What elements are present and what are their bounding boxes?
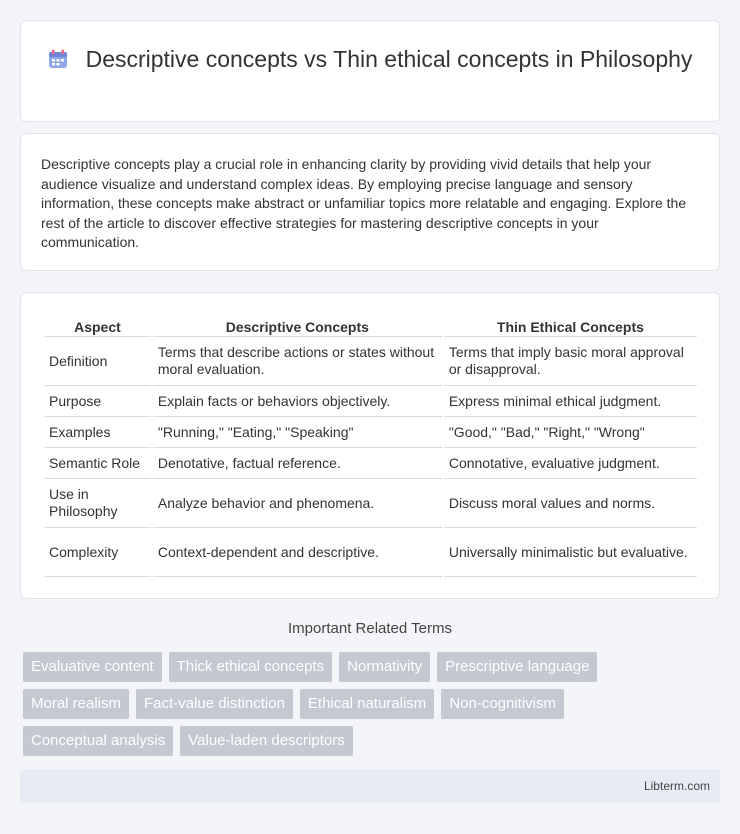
tag-row [23, 689, 723, 719]
footer-site-link[interactable]: Libterm.com [643, 779, 710, 793]
footer [20, 769, 720, 803]
related-term-tag[interactable]: Evaluative content [23, 652, 162, 682]
table-cell: Terms that describe actions or states without moral evaluation. [153, 337, 442, 386]
comparison-table [42, 315, 699, 577]
table-cell: Examples [44, 417, 151, 448]
related-term-tag[interactable]: Thick ethical concepts [169, 652, 333, 682]
intro-card [20, 133, 720, 271]
table-row [44, 337, 697, 386]
table-cell: Connotative, evaluative judgment. [444, 448, 697, 479]
table-cell: Analyze behavior and phenomena. [153, 479, 442, 528]
table-cell: Context-dependent and descriptive. [153, 528, 442, 577]
table-cell: "Good," "Bad," "Right," "Wrong" [444, 417, 697, 448]
table-cell: Use in Philosophy [44, 479, 151, 528]
table-cell: "Running," "Eating," "Speaking" [153, 417, 442, 448]
table-row [44, 528, 697, 577]
table-row [44, 448, 697, 479]
related-term-tag[interactable]: Value-laden descriptors [180, 726, 352, 756]
table-cell: Purpose [44, 386, 151, 417]
table-cell: Semantic Role [44, 448, 151, 479]
table-cell: Explain facts or behaviors objectively. [153, 386, 442, 417]
table-cell: Discuss moral values and norms. [444, 479, 697, 528]
related-term-tag[interactable]: Prescriptive language [437, 652, 597, 682]
page-title-wrap [21, 45, 719, 74]
comparison-table-card [20, 292, 720, 599]
title-card [20, 20, 720, 122]
related-terms-title: Important Related Terms [288, 620, 452, 637]
table-cell: Universally minimalistic but evaluative. [444, 528, 697, 577]
related-term-tag[interactable]: Moral realism [23, 689, 129, 719]
table-cell: Terms that imply basic moral approval or disapproval. [444, 337, 697, 386]
related-term-tag[interactable]: Non-cognitivism [441, 689, 564, 719]
table-cell: Express minimal ethical judgment. [444, 386, 697, 417]
table-cell: Complexity [44, 528, 151, 577]
table-row [44, 386, 697, 417]
related-term-tag[interactable]: Conceptual analysis [23, 726, 173, 756]
table-header-row [44, 315, 697, 337]
related-term-tag[interactable]: Fact-value distinction [136, 689, 293, 719]
table-cell: Definition [44, 337, 151, 386]
related-term-tag[interactable]: Normativity [339, 652, 430, 682]
related-terms-list [23, 652, 723, 763]
calendar-icon [48, 49, 68, 69]
tag-row [23, 652, 723, 682]
column-header: Thin Ethical Concepts [444, 315, 697, 337]
column-header: Descriptive Concepts [153, 315, 442, 337]
table-row [44, 479, 697, 528]
tag-row [23, 726, 723, 756]
column-header: Aspect [44, 315, 151, 337]
table-cell: Denotative, factual reference. [153, 448, 442, 479]
table-row [44, 417, 697, 448]
intro-paragraph: Descriptive concepts play a crucial role in enhancing clarity by providing vivid details that help your audience visualize and understand complex ideas. By employing precise language and sensory information, these concepts make abstract or unfamiliar topics more relatable and engaging. Explore the rest of the article to discover effective strategies for mastering descriptive concepts in your communication. [41, 156, 687, 251]
page-title: Descriptive concepts vs Thin ethical concepts in Philosophy [85, 46, 693, 72]
related-term-tag[interactable]: Ethical naturalism [300, 689, 434, 719]
